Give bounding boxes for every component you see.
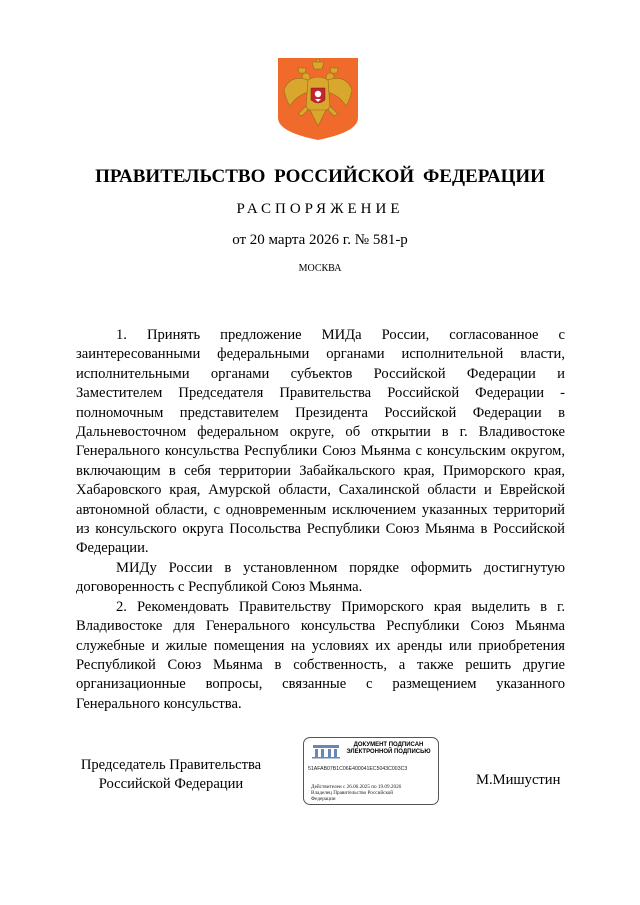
stamp-owner-line1: Владелец Правительство Российской	[311, 790, 394, 796]
stamp-certificate: 51AFAB07B1C06E400041EC5043C003C3	[308, 766, 408, 772]
signer-position-line1: Председатель Правительства	[80, 757, 262, 773]
document-city: МОСКВА	[298, 263, 342, 274]
stamp-heading-line2: ЭЛЕКТРОННОЙ ПОДПИСЬЮ	[346, 749, 431, 755]
document-date-number: от 20 марта 2026 г. № 581-р	[232, 232, 408, 248]
signer-position	[76, 756, 266, 794]
stamp-owner-line2: Федерации	[311, 796, 336, 802]
government-title: ПРАВИТЕЛЬСТВО РОССИЙСКОЙ ФЕДЕРАЦИИ	[95, 166, 545, 187]
signer-name: М.Мишустин	[476, 772, 561, 788]
stamp-details	[303, 737, 437, 802]
coat-of-arms-icon	[276, 56, 360, 142]
document-type: РАСПОРЯЖЕНИЕ	[236, 201, 404, 217]
document-body	[76, 326, 565, 714]
paragraph-3: 2. Рекомендовать Правительству Приморского края выделить в г. Владивостоке для Генерального консульства Республики Союз Мьянма служебные и жилые помещения на условиях их аренды или приобретения Республикой Союз Мьянма в собственность, а также решить другие организационные вопросы, связанные с размещением указанного Генерального консульства.	[76, 598, 565, 712]
paragraph-1: 1. Принять предложение МИДа России, согласованное с заинтересованными федеральными органами исполнительной власти, исполнительными органами субъектов Российской Федерации и Заместителем Председателя Правительства Российской Федерации - полномочным представителем Президента Российской Федерации в Дальневосточном федеральном округе, об открытии в г. Владивостоке Генерального консульства Республики Союз Мьянма с консульским округом, включающим в себя территории Забайкальского края, Приморского края, Хабаровского края, Амурской области, Сахалинской области и Еврейской автономной области, с одновременным исключением указанных территорий из консульского округа Посольства Республики Союз Мьянма в Российской Федерации.	[76, 327, 565, 557]
stamp-heading-line1: ДОКУМЕНТ ПОДПИСАН	[353, 742, 424, 748]
stamp-valid: Действителен с 26.06.2025 по 19.09.2026	[311, 784, 402, 790]
signer-position-line2: Российской Федерации	[98, 776, 244, 792]
paragraph-2: МИДу России в установленном порядке оформить достигнутую договоренность с Республикой Союз Мьянма.	[76, 559, 565, 596]
